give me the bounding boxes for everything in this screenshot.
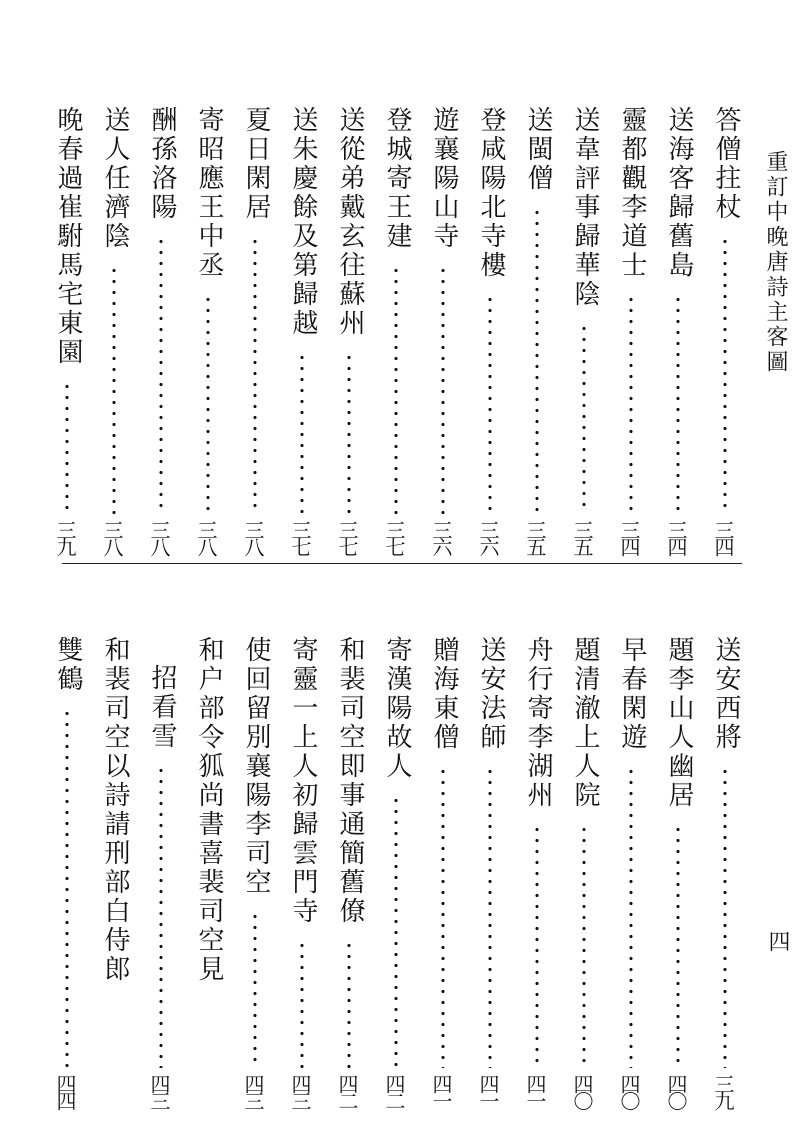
dot-leader [347,940,351,1068]
section-divider [62,563,742,564]
entry-title: 和裴司空即事通簡舊僚 [335,636,365,926]
toc-entry[interactable] [191,636,225,1112]
toc-entry[interactable] [332,636,366,1112]
entry-page-number: 三八 [147,520,171,554]
entry-title: 遊襄陽山寺 [429,106,459,251]
entry-page-number: 三八 [241,520,265,554]
entry-title: 送閩僧 [523,106,553,193]
entry-title: 寄漢陽故人 [382,636,412,781]
entry-page-number: 三四 [617,520,641,554]
dot-leader [535,824,539,1068]
entry-title: 登咸陽北寺樓 [476,106,506,280]
dot-leader [206,294,210,514]
entry-title: 送朱慶餘及第歸越 [288,106,318,338]
dot-leader [582,824,586,1068]
entry-title: 送安法師 [476,636,506,752]
dot-leader [347,352,351,514]
dot-leader [441,265,445,514]
entry-page-number: 四二 [335,1074,359,1108]
dot-leader [676,824,680,1068]
entry-title: 靈都觀李道士 [617,106,647,280]
entry-title: 登城寄王建 [382,106,412,251]
toc-entry[interactable] [520,636,554,1112]
entry-page-number: 四〇 [664,1074,688,1108]
dot-leader [394,265,398,514]
dot-leader [723,236,727,514]
entry-page-number: 三四 [711,520,735,554]
toc-entry[interactable] [661,636,695,1112]
entry-page-number: 四一 [476,1074,500,1108]
dot-leader [394,795,398,1068]
entry-page-number: 三七 [335,520,359,554]
entry-page-number: 四三 [288,1074,312,1108]
toc-entry[interactable] [520,106,554,556]
toc-entry[interactable] [332,106,366,556]
entry-title: 贈海東僧 [429,636,459,752]
toc-entry[interactable] [708,636,742,1112]
entry-title: 寄昭應王中丞 [194,106,224,280]
toc-entry[interactable] [614,636,648,1112]
entry-page-number: 四三 [147,1074,171,1108]
dot-leader [300,940,304,1068]
toc-entry[interactable] [285,106,319,556]
entry-title: 題李山人幽居 [664,636,694,810]
entry-page-number: 三六 [429,520,453,554]
entry-page-number: 三九 [711,1074,735,1108]
entry-page-number: 三五 [570,520,594,554]
dot-leader [253,911,257,1068]
entry-title: 送從弟戴玄往蘇州 [335,106,365,338]
dot-leader [65,381,69,514]
toc-entry[interactable] [285,636,319,1112]
entry-page-number: 四一 [429,1074,453,1108]
page-number: 四 [765,930,790,952]
entry-title: 晚春過崔駙馬宅東園 [53,106,83,367]
entry-title: 送海客歸舊島 [664,106,694,280]
entry-page-number: 四四 [53,1074,77,1108]
entry-page-number: 三七 [382,520,406,554]
entry-title: 和裴司空以詩請刑部白侍郎 [100,636,130,984]
dot-leader [723,766,727,1068]
entry-title: 送韋評事歸華陰 [570,106,600,309]
entry-title: 招看雪 [147,664,177,751]
entry-title: 答僧拄杖 [711,106,741,222]
running-title: 重訂中晚唐詩主客圖 [763,150,788,375]
dot-leader [112,265,116,514]
entry-page-number: 三八 [194,520,218,554]
entry-page-number: 三九 [53,520,77,554]
toc-entry[interactable] [567,636,601,1112]
entry-page-number: 四二 [382,1074,406,1108]
dot-leader [65,708,69,1068]
entry-title: 題清澈上人院 [570,636,600,810]
toc-entry[interactable] [708,106,742,556]
entry-page-number: 四一 [523,1074,547,1108]
entry-page-number: 三五 [523,520,547,554]
entry-page-number: 三七 [288,520,312,554]
toc-entry[interactable] [144,636,178,1112]
toc-entry[interactable] [191,106,225,556]
dot-leader [535,207,539,514]
toc-entry[interactable] [50,636,84,1112]
toc-entry[interactable] [97,106,131,556]
dot-leader [629,766,633,1068]
dot-leader [253,236,257,514]
toc-entry[interactable] [238,636,272,1112]
dot-leader [159,236,163,514]
entry-title: 酬孫洛陽 [147,106,177,222]
entry-page-number: 四〇 [617,1074,641,1108]
dot-leader [159,765,163,1068]
entry-page-number: 三八 [100,520,124,554]
entry-page-number: 四三 [241,1074,265,1108]
toc-entry[interactable] [426,106,460,556]
toc-entry[interactable] [473,106,507,556]
entry-title: 使回留別襄陽李司空 [241,636,271,897]
dot-leader [582,323,586,514]
toc-entry[interactable] [144,106,178,556]
entry-title: 雙鶴 [53,636,83,694]
entry-title: 舟行寄李湖州 [523,636,553,810]
toc-entry[interactable] [661,106,695,556]
toc-entry[interactable] [426,636,460,1112]
dot-leader [441,766,445,1068]
dot-leader [488,294,492,514]
entry-title: 送人任濟陰 [100,106,130,251]
toc-entry[interactable] [97,636,131,1112]
entry-title: 和户部令狐尚書喜裴司空見 [194,636,224,984]
entry-title: 寄靈一上人初歸雲門寺 [288,636,318,926]
entry-page-number: 三六 [476,520,500,554]
dot-leader [488,766,492,1068]
dot-leader [300,352,304,514]
entry-title: 送安西將 [711,636,741,752]
toc-entry[interactable] [238,106,272,556]
toc-entry[interactable] [473,636,507,1112]
toc-entry[interactable] [50,106,84,556]
entry-page-number: 四〇 [570,1074,594,1108]
toc-entry[interactable] [379,106,413,556]
dot-leader [676,294,680,514]
entry-title: 早春閑遊 [617,636,647,752]
toc-entry[interactable] [379,636,413,1112]
toc-entry[interactable] [567,106,601,556]
entry-title: 夏日閑居 [241,106,271,222]
entry-page-number: 三四 [664,520,688,554]
dot-leader [629,294,633,514]
toc-entry[interactable] [614,106,648,556]
